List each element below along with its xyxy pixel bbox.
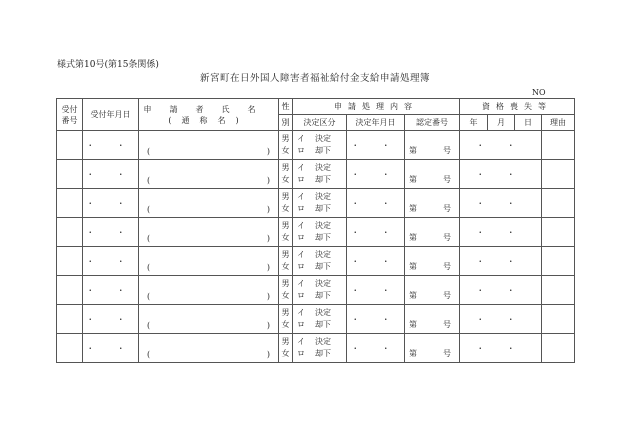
- applicant-name-cell[interactable]: ( ): [139, 305, 279, 334]
- applicant-name-cell[interactable]: ( ): [139, 276, 279, 305]
- loss-date-cell[interactable]: ・ ・: [460, 189, 542, 218]
- cert-no-cell[interactable]: 第 号: [405, 247, 460, 276]
- cert-no-cell[interactable]: 第 号: [405, 160, 460, 189]
- register-rows: [57, 131, 575, 363]
- cert-no-cell[interactable]: 第 号: [405, 218, 460, 247]
- col-sex-top: 性: [279, 99, 293, 115]
- receipt-date-cell[interactable]: ・ ・: [83, 131, 139, 160]
- table-row: [57, 189, 575, 218]
- applicant-name-cell[interactable]: ( ): [139, 334, 279, 363]
- loss-date-cell[interactable]: ・ ・: [460, 305, 542, 334]
- applicant-name-cell[interactable]: ( ): [139, 160, 279, 189]
- col-sex-bottom: 別: [279, 115, 293, 131]
- sex-cell[interactable]: 男 女: [279, 334, 293, 363]
- table-row: [57, 247, 575, 276]
- cert-no-cell[interactable]: 第 号: [405, 334, 460, 363]
- decision-type-cell[interactable]: イ 決定 ロ 却下: [293, 276, 347, 305]
- receipt-date-cell[interactable]: ・ ・: [83, 305, 139, 334]
- loss-date-cell[interactable]: ・ ・: [460, 218, 542, 247]
- receipt-no-cell[interactable]: [57, 218, 83, 247]
- applicant-name-cell[interactable]: ( ): [139, 131, 279, 160]
- applicant-name-cell[interactable]: ( ): [139, 218, 279, 247]
- sex-cell[interactable]: 男 女: [279, 218, 293, 247]
- sex-cell[interactable]: 男 女: [279, 247, 293, 276]
- decision-date-cell[interactable]: ・ ・: [347, 305, 405, 334]
- decision-date-cell[interactable]: ・ ・: [347, 131, 405, 160]
- decision-date-cell[interactable]: ・ ・: [347, 218, 405, 247]
- reason-cell[interactable]: [542, 247, 575, 276]
- col-day: 日: [515, 115, 542, 131]
- no-label: NO: [532, 88, 546, 97]
- applicant-name-cell[interactable]: ( ): [139, 189, 279, 218]
- col-receipt-date: 受付年月日: [83, 99, 139, 131]
- cert-no-cell[interactable]: 第 号: [405, 131, 460, 160]
- cert-no-cell[interactable]: 第 号: [405, 189, 460, 218]
- receipt-date-cell[interactable]: ・ ・: [83, 247, 139, 276]
- decision-type-cell[interactable]: イ 決定 ロ 却下: [293, 305, 347, 334]
- col-processing: 申請処理内容: [293, 99, 460, 115]
- decision-type-cell[interactable]: イ 決定 ロ 却下: [293, 131, 347, 160]
- receipt-no-cell[interactable]: [57, 247, 83, 276]
- page-title: 新宮町在日外国人障害者福祉給付金支給申請処理簿: [199, 73, 430, 84]
- col-year: 年: [460, 115, 488, 131]
- loss-date-cell[interactable]: ・ ・: [460, 131, 542, 160]
- table-row: [57, 334, 575, 363]
- col-decision-type: 決定区分: [293, 115, 347, 131]
- loss-date-cell[interactable]: ・ ・: [460, 247, 542, 276]
- reason-cell[interactable]: [542, 305, 575, 334]
- col-cert-no: 認定番号: [405, 115, 460, 131]
- receipt-no-cell[interactable]: [57, 131, 83, 160]
- form-number: 様式第10号(第15条関係): [57, 60, 159, 70]
- decision-type-cell[interactable]: イ 決定 ロ 却下: [293, 189, 347, 218]
- decision-date-cell[interactable]: ・ ・: [347, 189, 405, 218]
- receipt-no-cell[interactable]: [57, 189, 83, 218]
- table-row: [57, 305, 575, 334]
- decision-type-cell[interactable]: イ 決定 ロ 却下: [293, 334, 347, 363]
- loss-date-cell[interactable]: ・ ・: [460, 334, 542, 363]
- cert-no-cell[interactable]: 第 号: [405, 276, 460, 305]
- sex-cell[interactable]: 男 女: [279, 189, 293, 218]
- receipt-date-cell[interactable]: ・ ・: [83, 276, 139, 305]
- table-row: [57, 276, 575, 305]
- receipt-no-cell[interactable]: [57, 276, 83, 305]
- sex-cell[interactable]: 男 女: [279, 131, 293, 160]
- table-row: [57, 160, 575, 189]
- reason-cell[interactable]: [542, 189, 575, 218]
- receipt-date-cell[interactable]: ・ ・: [83, 218, 139, 247]
- applicant-name-cell[interactable]: ( ): [139, 247, 279, 276]
- loss-date-cell[interactable]: ・ ・: [460, 160, 542, 189]
- reason-cell[interactable]: [542, 218, 575, 247]
- decision-date-cell[interactable]: ・ ・: [347, 334, 405, 363]
- receipt-no-cell[interactable]: [57, 160, 83, 189]
- decision-date-cell[interactable]: ・ ・: [347, 160, 405, 189]
- decision-date-cell[interactable]: ・ ・: [347, 276, 405, 305]
- loss-date-cell[interactable]: ・ ・: [460, 276, 542, 305]
- cert-no-cell[interactable]: 第 号: [405, 305, 460, 334]
- table-row: [57, 131, 575, 160]
- reason-cell[interactable]: [542, 334, 575, 363]
- reason-cell[interactable]: [542, 131, 575, 160]
- col-receipt-no: 受付 番号: [57, 99, 83, 131]
- register-table: [56, 98, 575, 363]
- table-row: [57, 218, 575, 247]
- receipt-date-cell[interactable]: ・ ・: [83, 334, 139, 363]
- reason-cell[interactable]: [542, 160, 575, 189]
- decision-type-cell[interactable]: イ 決定 ロ 却下: [293, 160, 347, 189]
- receipt-no-cell[interactable]: [57, 305, 83, 334]
- receipt-no-cell[interactable]: [57, 334, 83, 363]
- col-reason: 理由: [542, 115, 575, 131]
- col-decision-date: 決定年月日: [347, 115, 405, 131]
- col-applicant-name: 申請者氏名 (通称名): [139, 99, 279, 131]
- sex-cell[interactable]: 男 女: [279, 276, 293, 305]
- decision-type-cell[interactable]: イ 決定 ロ 却下: [293, 247, 347, 276]
- decision-date-cell[interactable]: ・ ・: [347, 247, 405, 276]
- sex-cell[interactable]: 男 女: [279, 160, 293, 189]
- receipt-date-cell[interactable]: ・ ・: [83, 160, 139, 189]
- decision-type-cell[interactable]: イ 決定 ロ 却下: [293, 218, 347, 247]
- col-month: 月: [488, 115, 515, 131]
- receipt-date-cell[interactable]: ・ ・: [83, 189, 139, 218]
- reason-cell[interactable]: [542, 276, 575, 305]
- sex-cell[interactable]: 男 女: [279, 305, 293, 334]
- col-loss: 資格喪失等: [460, 99, 575, 115]
